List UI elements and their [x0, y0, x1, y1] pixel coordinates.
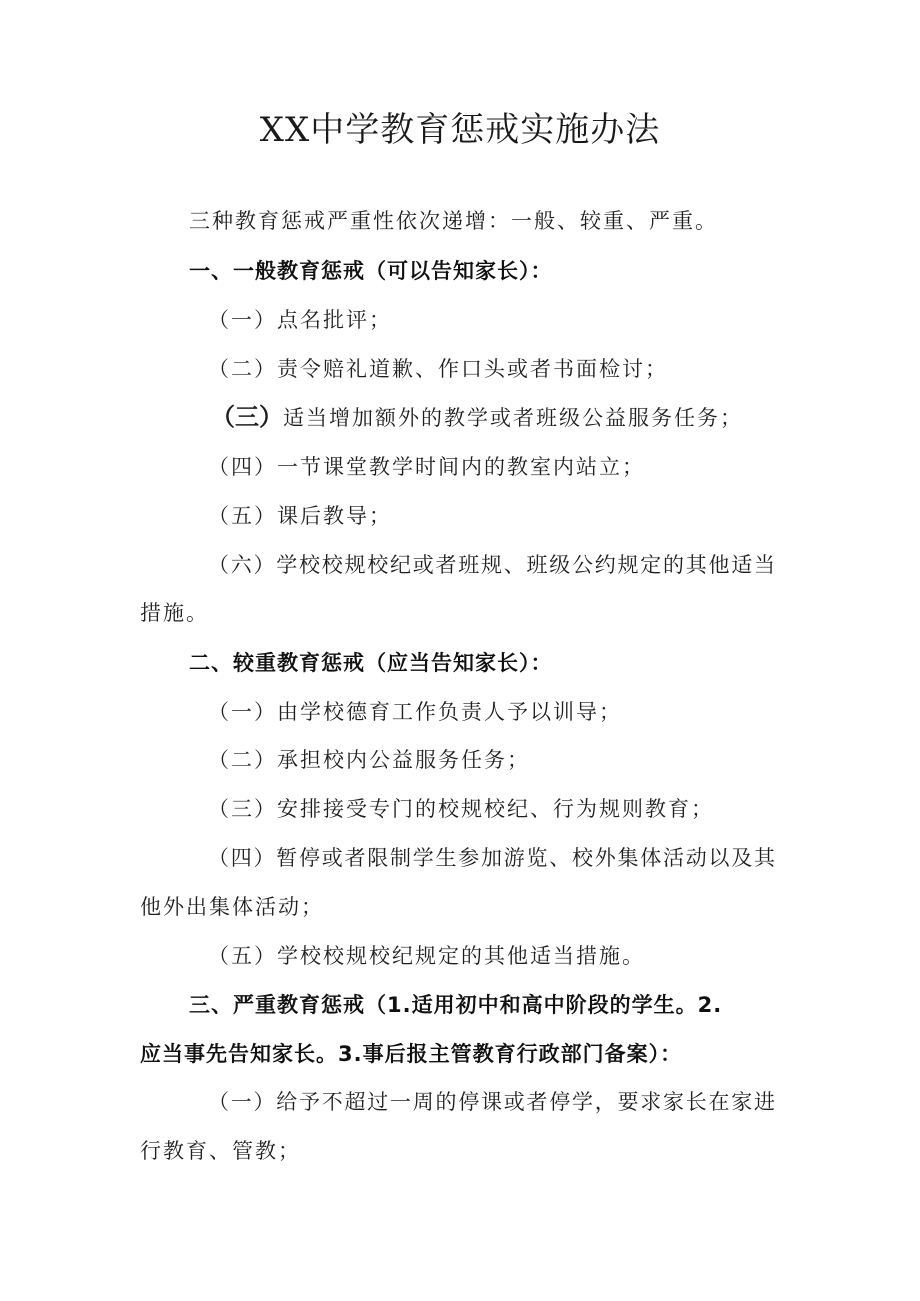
section3-heading-line1: 三、严重教育惩戒（1.适用初中和高中阶段的学生。2.: [189, 993, 723, 1017]
section2-item4-line2: 他外出集体活动；: [140, 895, 324, 919]
section1-item6-line1: （六）学校校规校纪或者班规、班级公约规定的其他适当: [208, 553, 777, 577]
section3-heading-line2: 应当事先告知家长。3.事后报主管教育行政部门备案）：: [140, 1042, 683, 1066]
section1-heading: 一、一般教育惩戒（可以告知家长）：: [189, 259, 553, 283]
section2-item4-line1: （四）暂停或者限制学生参加游览、校外集体活动以及其: [208, 846, 777, 870]
document-title: XX中学教育惩戒实施办法: [259, 110, 661, 150]
section1-item2: （二）责令赔礼道歉、作口头或者书面检讨；: [208, 357, 668, 381]
section2-item2: （二）承担校内公益服务任务；: [208, 748, 530, 772]
section2-item3: （三）安排接受专门的校规校纪、行为规则教育；: [208, 797, 714, 821]
section1-item1: （一）点名批评；: [208, 308, 392, 332]
section2-item5: （五）学校校规校纪规定的其他适当措施。: [208, 944, 645, 968]
section2-item1: （一）由学校德育工作负责人予以训导；: [208, 700, 622, 724]
section1-item4: （四）一节课堂教学时间内的教室内站立；: [208, 455, 645, 479]
section2-heading: 二、较重教育惩戒（应当告知家长）：: [189, 651, 553, 675]
section1-item3-text: 适当增加额外的教学或者班级公益服务任务；: [283, 406, 743, 430]
section1-item3-number: （三）: [211, 403, 283, 431]
section1-item6-line2: 措施。: [140, 601, 209, 625]
section1-item3: [211, 402, 743, 433]
section3-item1-line1: （一）给予不超过一周的停课或者停学，要求家长在家进: [208, 1090, 777, 1114]
section1-item5: （五）课后教导；: [208, 504, 392, 528]
intro-paragraph: 三种教育惩戒严重性依次递增：一般、较重、严重。: [189, 209, 718, 233]
section3-item1-line2: 行教育、管教；: [140, 1139, 301, 1163]
